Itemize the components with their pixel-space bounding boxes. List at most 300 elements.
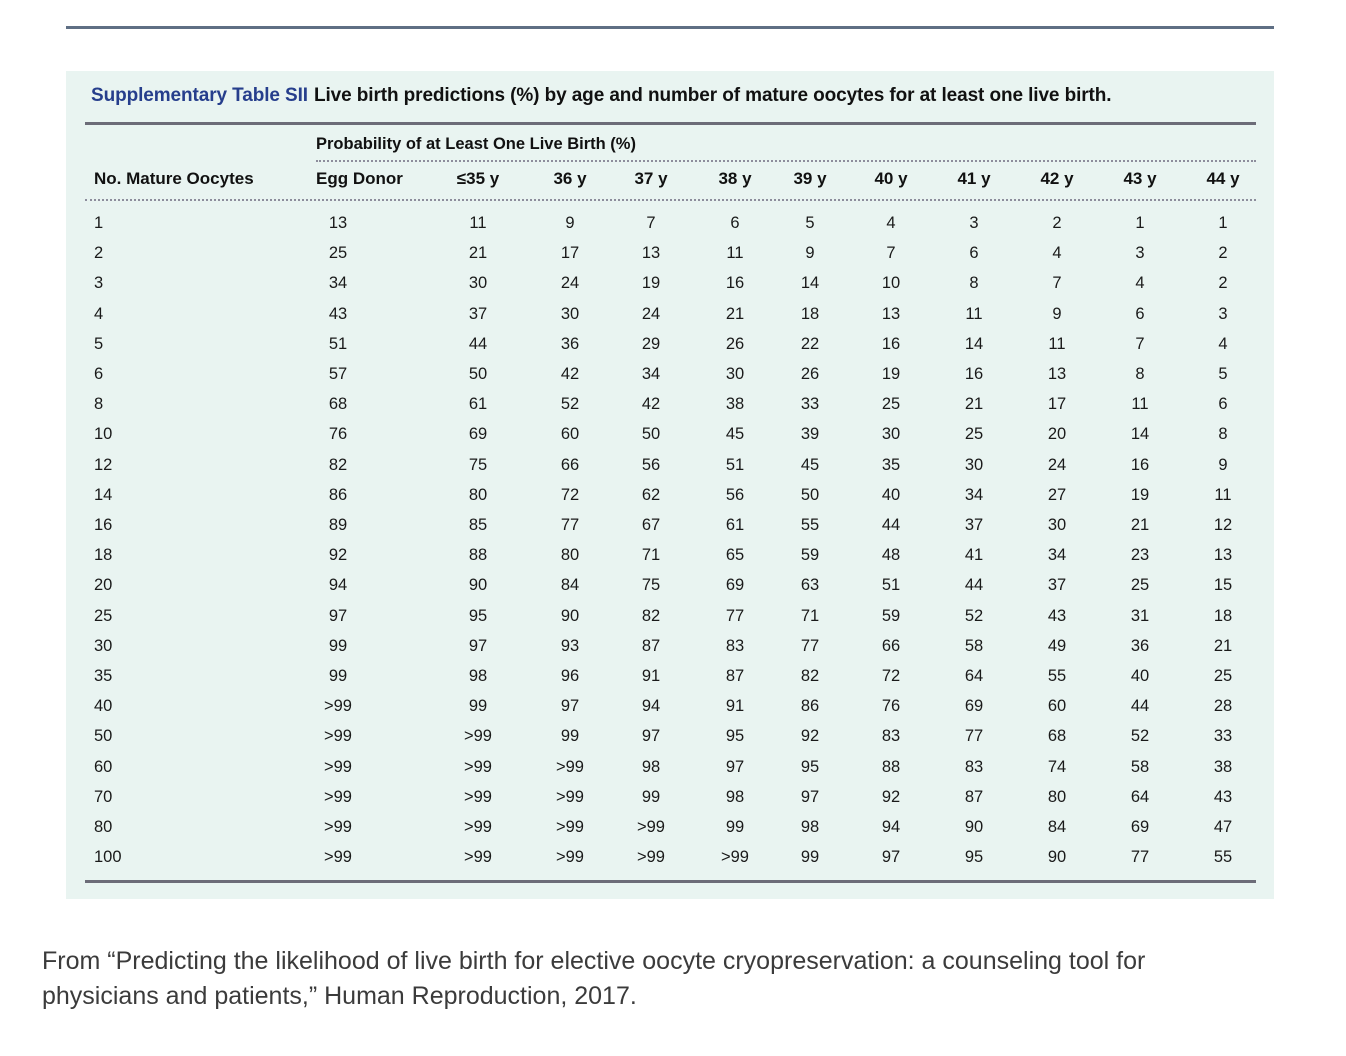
table-cell: 64 — [964, 667, 984, 685]
table-cell: 55 — [800, 516, 820, 534]
table-cell: 7 — [1052, 274, 1062, 293]
table-cell: >99 — [324, 697, 352, 716]
table-cell: >99 — [464, 848, 492, 867]
table-row — [0, 721, 1346, 751]
table-cell: 88 — [881, 757, 901, 776]
table-cell: 14 — [1130, 425, 1150, 444]
table-bottom-rule — [85, 880, 1256, 883]
table-cell: 99 — [328, 636, 348, 655]
table-cell: 74 — [1047, 757, 1067, 776]
row-oocyte-count: 70 — [94, 787, 113, 806]
row-oocyte-count: 1 — [94, 214, 104, 232]
table-cell: 30 — [725, 365, 745, 383]
table-cell: 87 — [641, 636, 661, 655]
table-cell: 25 — [328, 244, 348, 263]
table-cell: 13 — [328, 214, 348, 232]
row-oocyte-count: 30 — [94, 636, 113, 655]
table-cell: 99 — [468, 697, 488, 716]
table-row — [0, 389, 1346, 419]
table-row — [0, 359, 1346, 389]
table-cell: 34 — [328, 274, 348, 293]
table-cell: 16 — [1130, 455, 1150, 474]
table-cell: 50 — [641, 425, 661, 444]
table-cell: 87 — [725, 667, 745, 685]
table-cell: 3 — [1218, 304, 1228, 323]
table-cell: >99 — [556, 848, 584, 867]
table-cell: 18 — [800, 304, 820, 323]
table-cell: 25 — [881, 395, 901, 414]
table-cell: 38 — [1213, 757, 1233, 776]
table-cell: 80 — [1047, 787, 1067, 806]
table-cell: 5 — [1218, 365, 1228, 383]
table-cell: 11 — [726, 244, 744, 263]
table-cell: 11 — [1048, 334, 1066, 353]
table-cell: >99 — [464, 727, 492, 746]
table-row — [0, 691, 1346, 721]
table-cell: 59 — [800, 546, 820, 565]
table-caption-text: Live birth predictions (%) by age and number of mature oocytes for at least one live birth. — [313, 85, 1112, 106]
table-cell: 52 — [560, 395, 580, 414]
table-cell: 97 — [560, 697, 580, 716]
table-cell: 93 — [560, 636, 580, 655]
table-cell: 99 — [641, 787, 661, 806]
table-cell: 34 — [964, 485, 984, 504]
table-cell: 82 — [800, 667, 820, 685]
table-cell: 84 — [1047, 818, 1067, 836]
table-cell: 68 — [328, 395, 348, 414]
table-cell: 28 — [1213, 697, 1233, 716]
table-cell: 77 — [1130, 848, 1150, 867]
table-cell: 13 — [1213, 546, 1233, 565]
table-cell: 91 — [641, 667, 661, 685]
table-cell: 77 — [964, 727, 984, 746]
table-cell: 21 — [1213, 636, 1233, 655]
table-cell: 95 — [964, 848, 984, 867]
table-cell: 11 — [469, 214, 487, 232]
table-cell: 14 — [800, 274, 820, 293]
table-row — [0, 540, 1346, 570]
table-cell: 56 — [641, 455, 661, 474]
table-cell: 16 — [964, 365, 984, 383]
table-cell: >99 — [721, 848, 749, 867]
table-cell: 8 — [1135, 365, 1145, 383]
row-header: No. Mature Oocytes — [94, 169, 254, 188]
table-cell: 24 — [560, 274, 580, 293]
table-cell: 10 — [881, 274, 901, 293]
table-cell: 58 — [964, 636, 984, 655]
table-cell: 7 — [646, 214, 656, 232]
table-cell: 30 — [964, 455, 984, 474]
table-row — [0, 450, 1346, 480]
table-cell: 12 — [1213, 516, 1233, 534]
table-cell: 21 — [725, 304, 745, 323]
table-cell: 55 — [1047, 667, 1067, 685]
table-cell: 23 — [1130, 546, 1150, 565]
table-cell: 44 — [881, 516, 901, 534]
table-cell: 30 — [560, 304, 580, 323]
table-cell: 91 — [725, 697, 745, 716]
table-cell: 60 — [1047, 697, 1067, 716]
row-oocyte-count: 60 — [94, 757, 113, 776]
table-cell: 92 — [800, 727, 820, 746]
row-oocyte-count: 2 — [94, 244, 104, 263]
table-cell: 43 — [328, 304, 348, 323]
table-cell: 33 — [1213, 727, 1233, 746]
table-cell: 63 — [800, 576, 820, 595]
table-cell: 50 — [468, 365, 488, 383]
table-cell: 37 — [964, 516, 984, 534]
table-cell: 11 — [1214, 485, 1232, 504]
table-cell: 2 — [1218, 244, 1228, 263]
table-cell: 21 — [468, 244, 488, 263]
table-cell: 75 — [468, 455, 488, 474]
table-cell: 43 — [1047, 606, 1067, 625]
table-top-rule — [85, 122, 1256, 125]
table-cell: 33 — [800, 395, 820, 414]
table-cell: 36 — [560, 334, 580, 353]
table-cell: 97 — [800, 787, 820, 806]
table-cell: 95 — [800, 757, 820, 776]
table-cell: 35 — [881, 455, 901, 474]
table-cell: 44 — [1130, 697, 1150, 716]
table-cell: 6 — [969, 244, 979, 263]
table-cell: 83 — [725, 636, 745, 655]
row-oocyte-count: 16 — [94, 516, 113, 534]
table-cell: 9 — [1218, 455, 1228, 474]
table-cell: 13 — [881, 304, 901, 323]
table-cell: 25 — [1130, 576, 1150, 595]
table-cell: 69 — [468, 425, 488, 444]
table-cell: 51 — [881, 576, 901, 595]
row-oocyte-count: 35 — [94, 667, 113, 685]
column-header: 43 y — [1123, 169, 1157, 188]
table-cell: 48 — [881, 546, 901, 565]
table-cell: 17 — [560, 244, 580, 263]
table-cell: 51 — [725, 455, 745, 474]
column-header: ≤35 y — [456, 169, 500, 188]
table-cell: 80 — [468, 485, 488, 504]
table-cell: 37 — [1047, 576, 1067, 595]
table-cell: 65 — [725, 546, 745, 565]
table-cell: 84 — [560, 576, 580, 595]
column-header: 38 y — [718, 169, 752, 188]
table-row — [0, 782, 1346, 812]
table-cell: 24 — [1047, 455, 1067, 474]
row-oocyte-count: 14 — [94, 485, 113, 504]
table-cell: 9 — [565, 214, 575, 232]
table-row — [0, 812, 1346, 842]
table-cell: >99 — [324, 818, 352, 836]
table-cell: 88 — [468, 546, 488, 565]
table-cell: 27 — [1047, 485, 1067, 504]
table-cell: 97 — [725, 757, 745, 776]
table-cell: 66 — [881, 636, 901, 655]
table-cell: 20 — [1047, 425, 1067, 444]
table-cell: 90 — [1047, 848, 1067, 867]
table-cell: 97 — [328, 606, 348, 625]
table-cell: 66 — [560, 455, 580, 474]
table-cell: >99 — [637, 848, 665, 867]
table-cell: 30 — [468, 274, 488, 293]
table-cell: 21 — [964, 395, 984, 414]
table-cell: 99 — [800, 848, 820, 867]
table-cell: 99 — [560, 727, 580, 746]
table-cell: 83 — [964, 757, 984, 776]
table-cell: 18 — [1213, 606, 1233, 625]
table-cell: 24 — [641, 304, 661, 323]
table-cell: 38 — [725, 395, 745, 414]
table-cell: 99 — [328, 667, 348, 685]
table-cell: 52 — [1130, 727, 1150, 746]
group-header-rule — [316, 160, 1256, 162]
table-cell: 56 — [725, 485, 745, 504]
table-row — [0, 842, 1346, 872]
table-cell: 6 — [730, 214, 740, 232]
column-header: 40 y — [874, 169, 908, 188]
table-cell: 8 — [1218, 425, 1228, 444]
table-cell: >99 — [556, 757, 584, 776]
table-cell: 99 — [725, 818, 745, 836]
table-cell: 29 — [641, 334, 661, 353]
table-cell: 60 — [560, 425, 580, 444]
table-cell: 1 — [1218, 214, 1228, 232]
table-row — [0, 601, 1346, 631]
table-cell: 52 — [964, 606, 984, 625]
table-cell: 2 — [1052, 214, 1062, 232]
table-row — [0, 480, 1346, 510]
table-cell: 69 — [725, 576, 745, 595]
table-cell: 34 — [641, 365, 661, 383]
table-cell: 87 — [964, 787, 984, 806]
table-cell: 95 — [468, 606, 488, 625]
table-cell: 76 — [881, 697, 901, 716]
table-cell: 47 — [1213, 818, 1233, 836]
table-cell: >99 — [464, 818, 492, 836]
table-row — [0, 752, 1346, 782]
table-row — [0, 208, 1346, 238]
table-cell: 51 — [328, 334, 348, 353]
table-cell: 43 — [1213, 787, 1233, 806]
table-cell: 61 — [468, 395, 488, 414]
table-cell: 97 — [468, 636, 488, 655]
table-cell: 64 — [1130, 787, 1150, 806]
table-cell: 3 — [969, 214, 979, 232]
table-cell: 11 — [1131, 395, 1149, 414]
table-cell: 83 — [881, 727, 901, 746]
table-row — [0, 570, 1346, 600]
table-cell: >99 — [464, 787, 492, 806]
group-header: Probability of at Least One Live Birth (%) — [316, 135, 636, 153]
table-cell: 57 — [328, 365, 348, 383]
table-cell: 45 — [800, 455, 820, 474]
table-cell: 77 — [800, 636, 820, 655]
table-cell: 89 — [328, 516, 348, 534]
column-header: 36 y — [553, 169, 587, 188]
column-header: 39 y — [793, 169, 827, 188]
table-cell: 6 — [1218, 395, 1228, 414]
table-cell: 30 — [1047, 516, 1067, 534]
table-cell: 15 — [1213, 576, 1233, 595]
table-cell: 14 — [964, 334, 984, 353]
table-cell: 75 — [641, 576, 661, 595]
row-oocyte-count: 18 — [94, 546, 113, 565]
table-cell: >99 — [556, 818, 584, 836]
table-cell: 62 — [641, 485, 661, 504]
row-oocyte-count: 8 — [94, 395, 104, 414]
table-cell: 92 — [328, 546, 348, 565]
row-oocyte-count: 12 — [94, 455, 113, 474]
table-cell: 68 — [1047, 727, 1067, 746]
table-cell: 40 — [881, 485, 901, 504]
table-cell: 94 — [328, 576, 348, 595]
table-caption-label: Supplementary Table SII — [91, 85, 308, 106]
table-cell: >99 — [464, 757, 492, 776]
table-cell: 7 — [886, 244, 896, 263]
table-row — [0, 238, 1346, 268]
table-cell: 55 — [1213, 848, 1233, 867]
table-cell: 11 — [965, 304, 983, 323]
table-cell: 13 — [641, 244, 661, 263]
column-header: 37 y — [634, 169, 668, 188]
table-cell: 19 — [1130, 485, 1150, 504]
table-cell: 82 — [328, 455, 348, 474]
table-cell: 92 — [881, 787, 901, 806]
table-cell: 76 — [328, 425, 348, 444]
table-cell: 59 — [881, 606, 901, 625]
table-cell: 16 — [881, 334, 901, 353]
row-oocyte-count: 20 — [94, 576, 113, 595]
table-cell: 61 — [725, 516, 745, 534]
table-row — [0, 631, 1346, 661]
table-row — [0, 299, 1346, 329]
table-cell: 7 — [1135, 334, 1145, 353]
column-header: Egg Donor — [316, 169, 403, 188]
table-cell: 80 — [560, 546, 580, 565]
row-oocyte-count: 40 — [94, 697, 113, 716]
table-cell: 71 — [641, 546, 661, 565]
table-cell: >99 — [324, 787, 352, 806]
table-row — [0, 329, 1346, 359]
table-cell: 4 — [1135, 274, 1145, 293]
table-cell: 25 — [1213, 667, 1233, 685]
column-header: 42 y — [1040, 169, 1074, 188]
table-cell: 37 — [468, 304, 488, 323]
table-caption — [91, 85, 1111, 107]
table-cell: 39 — [800, 425, 820, 444]
table-cell: 40 — [1130, 667, 1150, 685]
table-cell: 82 — [641, 606, 661, 625]
table-cell: 25 — [964, 425, 984, 444]
column-header: 41 y — [957, 169, 991, 188]
table-cell: 77 — [725, 606, 745, 625]
row-oocyte-count: 3 — [94, 274, 104, 293]
table-cell: 58 — [1130, 757, 1150, 776]
table-cell: 13 — [1047, 365, 1067, 383]
header-bottom-rule — [85, 199, 1256, 201]
table-cell: 26 — [800, 365, 820, 383]
table-cell: 98 — [800, 818, 820, 836]
table-cell: 69 — [1130, 818, 1150, 836]
table-cell: 5 — [805, 214, 815, 232]
table-cell: 34 — [1047, 546, 1067, 565]
table-cell: 31 — [1130, 606, 1150, 625]
table-cell: 90 — [964, 818, 984, 836]
table-cell: 67 — [641, 516, 661, 534]
table-cell: 9 — [1052, 304, 1062, 323]
row-oocyte-count: 100 — [94, 848, 122, 867]
row-oocyte-count: 80 — [94, 818, 113, 836]
table-cell: 22 — [800, 334, 820, 353]
table-cell: 49 — [1047, 636, 1067, 655]
table-row — [0, 268, 1346, 298]
table-cell: >99 — [324, 848, 352, 867]
table-cell: 42 — [560, 365, 580, 383]
table-cell: 17 — [1047, 395, 1067, 414]
row-oocyte-count: 50 — [94, 727, 113, 746]
table-cell: 30 — [881, 425, 901, 444]
table-cell: 41 — [964, 546, 984, 565]
table-cell: 86 — [800, 697, 820, 716]
table-cell: >99 — [637, 818, 665, 836]
top-divider — [66, 26, 1274, 29]
table-cell: >99 — [556, 787, 584, 806]
table-cell: 19 — [641, 274, 661, 293]
table-cell: 94 — [641, 697, 661, 716]
table-cell: 97 — [641, 727, 661, 746]
table-cell: 98 — [641, 757, 661, 776]
table-cell: 4 — [886, 214, 896, 232]
table-cell: 72 — [560, 485, 580, 504]
row-oocyte-count: 6 — [94, 365, 104, 383]
table-cell: 9 — [805, 244, 815, 263]
table-row — [0, 510, 1346, 540]
table-cell: 8 — [969, 274, 979, 293]
row-oocyte-count: 25 — [94, 606, 113, 625]
table-cell: 19 — [881, 365, 901, 383]
table-cell: 90 — [560, 606, 580, 625]
table-cell: 1 — [1135, 214, 1145, 232]
table-cell: >99 — [324, 727, 352, 746]
table-cell: 3 — [1135, 244, 1145, 263]
table-cell: 21 — [1130, 516, 1150, 534]
table-cell: 69 — [964, 697, 984, 716]
table-cell: 96 — [560, 667, 580, 685]
table-cell: 42 — [641, 395, 661, 414]
table-cell: 44 — [468, 334, 488, 353]
table-cell: 98 — [468, 667, 488, 685]
table-cell: 6 — [1135, 304, 1145, 323]
table-cell: 45 — [725, 425, 745, 444]
row-oocyte-count: 5 — [94, 334, 104, 353]
row-oocyte-count: 4 — [94, 304, 104, 323]
table-cell: 85 — [468, 516, 488, 534]
table-cell: 72 — [881, 667, 901, 685]
table-cell: 4 — [1218, 334, 1228, 353]
table-cell: 86 — [328, 485, 348, 504]
table-cell: 2 — [1218, 274, 1228, 293]
table-cell: 95 — [725, 727, 745, 746]
table-cell: 77 — [560, 516, 580, 534]
column-header: 44 y — [1206, 169, 1240, 188]
table-cell: 71 — [800, 606, 820, 625]
table-cell: 94 — [881, 818, 901, 836]
table-row — [0, 419, 1346, 449]
table-cell: 16 — [725, 274, 745, 293]
table-cell: 44 — [964, 576, 984, 595]
table-cell: 98 — [725, 787, 745, 806]
table-cell: 50 — [800, 485, 820, 504]
table-cell: 26 — [725, 334, 745, 353]
